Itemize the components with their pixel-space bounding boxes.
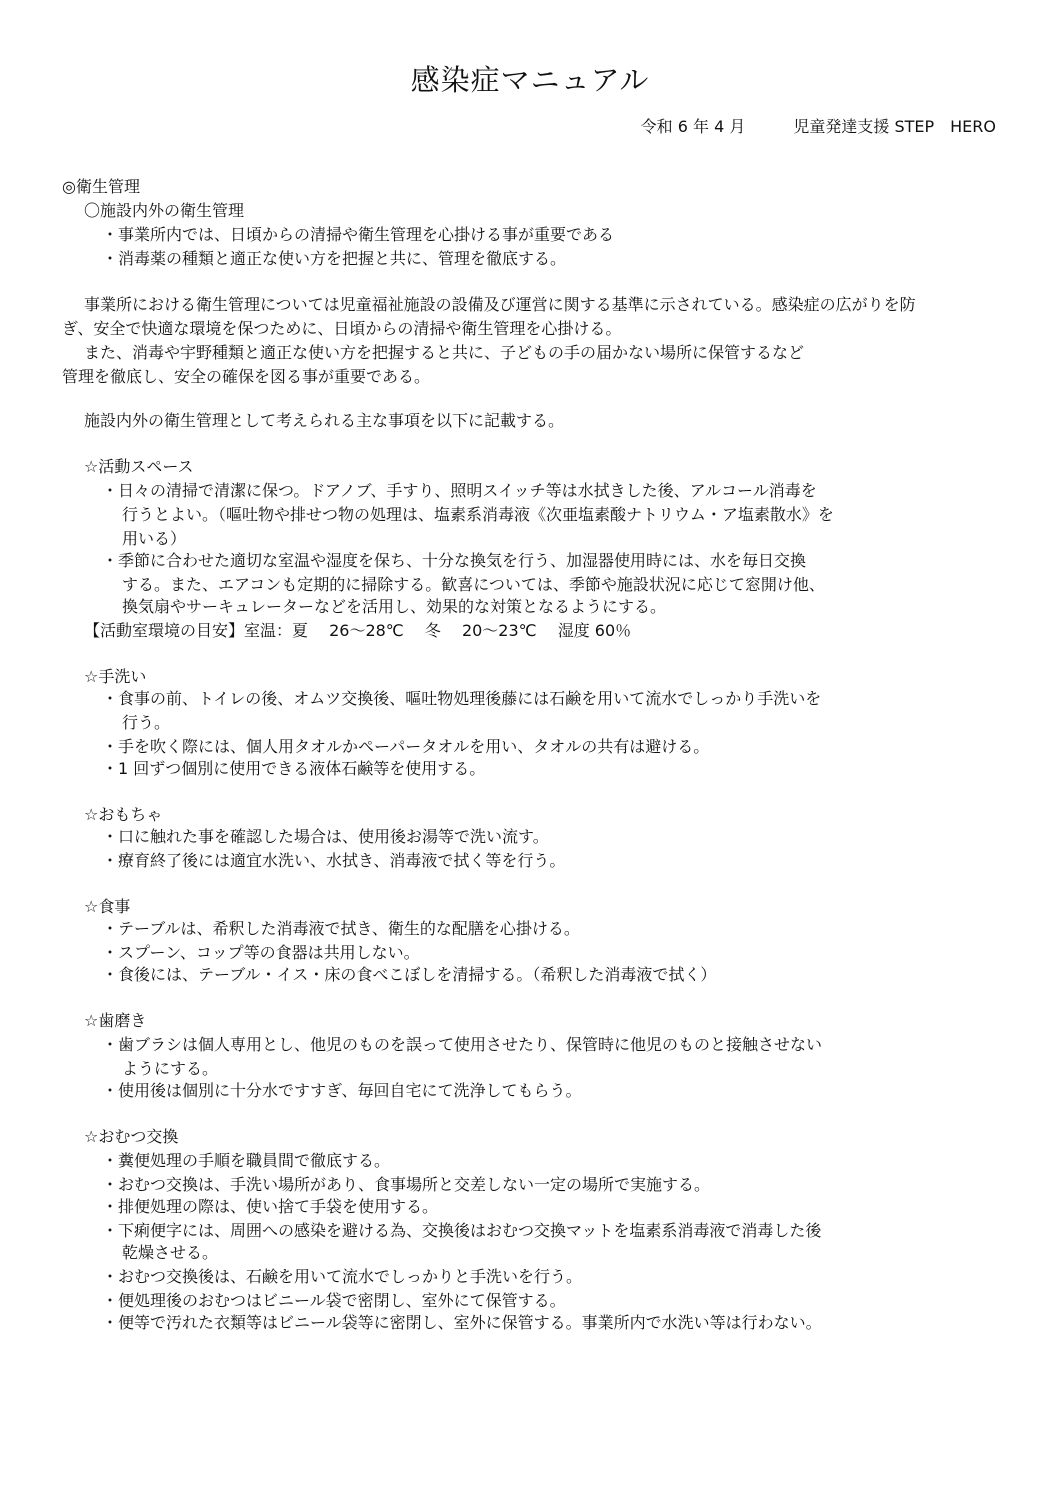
text-line: ・糞便処理の手順を職員間で徹底する。 xyxy=(102,1151,391,1170)
text-line: ☆活動スペース xyxy=(84,457,194,476)
document-meta: 令和 6 年 4 月 児童発達支援 STEP HERO xyxy=(640,117,996,136)
text-line: 行うとよい。（嘔吐物や排せつ物の処理は、塩素系消毒液《次亜塩素酸ナトリウム・ア塩素散水》を xyxy=(122,505,834,524)
text-line: 施設内外の衛生管理として考えられる主な事項を以下に記載する。 xyxy=(84,411,565,430)
text-line: 事業所における衛生管理については児童福祉施設の設備及び運営に関する基準に示されている。感染症の広がりを防 xyxy=(84,295,916,314)
text-line: ・おむつ交換後は、石鹸を用いて流水でしっかりと手洗いを行う。 xyxy=(102,1267,583,1286)
text-line: ・食後には、テーブル・イス・床の食べこぼしを清掃する。（希釈した消毒液で拭く） xyxy=(102,965,717,984)
text-line: 〇施設内外の衛生管理 xyxy=(84,201,245,220)
text-line: ・季節に合わせた適切な室温や湿度を保ち、十分な換気を行う、加湿器使用時には、水を毎日交換 xyxy=(102,551,807,570)
text-line: ・歯ブラシは個人専用とし、他児のものを誤って使用させたり、保管時に他児のものと接触させない xyxy=(102,1035,823,1054)
text-line: ・便処理後のおむつはビニール袋で密閉し、室外にて保管する。 xyxy=(102,1291,566,1310)
text-line: ・事業所内では、日頃からの清掃や衛生管理を心掛ける事が重要である xyxy=(102,225,615,244)
text-line: ぎ、安全で快適な環境を保つために、日頃からの清掃や衛生管理を心掛ける。 xyxy=(62,319,622,338)
text-line: ☆おむつ交換 xyxy=(84,1127,179,1146)
text-line: 用いる） xyxy=(122,529,187,548)
text-line: ◎衛生管理 xyxy=(62,177,140,196)
text-line: ようにする。 xyxy=(122,1059,219,1078)
text-line: ☆手洗い xyxy=(84,667,147,686)
text-line: 管理を徹底し、安全の確保を図る事が重要である。 xyxy=(62,367,431,386)
text-line: 換気扇やサーキュレーターなどを活用し、効果的な対策となるようにする。 xyxy=(122,597,667,616)
text-line: ・おむつ交換は、手洗い場所があり、食事場所と交差しない一定の場所で実施する。 xyxy=(102,1175,711,1194)
document-title: 感染症マニュアル xyxy=(410,63,650,97)
text-line: ☆おもちゃ xyxy=(84,805,163,824)
text-line: ・スプーン、コップ等の食器は共用しない。 xyxy=(102,943,420,962)
text-line: 【活動室環境の目安】室温：夏 26～28℃ 冬 20～23℃ 湿度 60％ xyxy=(84,621,632,640)
text-line: ・使用後は個別に十分水ですすぎ、毎回自宅にて洗浄してもらう。 xyxy=(102,1081,582,1100)
text-line: ・消毒薬の種類と適正な使い方を把握と共に、管理を徹底する。 xyxy=(102,249,567,268)
text-line: また、消毒や宇野種類と適正な使い方を把握すると共に、子どもの手の届かない場所に保管するなど xyxy=(84,343,805,362)
text-line: ☆歯磨き xyxy=(84,1011,147,1030)
text-line: ・便等で汚れた衣類等はビニール袋等に密閉し、室外に保管する。事業所内で水洗い等は行わない。 xyxy=(102,1313,822,1332)
text-line: 行う。 xyxy=(122,713,171,732)
text-line: ・1 回ずつ個別に使用できる液体石鹸等を使用する。 xyxy=(102,759,486,778)
text-line: 乾燥させる。 xyxy=(122,1243,219,1262)
text-line: ・日々の清掃で清潔に保つ。ドアノブ、手すり、照明スイッチ等は水拭きした後、アルコール消毒を xyxy=(102,481,817,500)
text-line: ・食事の前、トイレの後、オムツ交換後、嘔吐物処理後藤には石鹸を用いて流水でしっかり手洗いを xyxy=(102,689,822,708)
text-line: ・手を吹く際には、個人用タオルかペーパータオルを用い、タオルの共有は避ける。 xyxy=(102,737,710,756)
text-line: する。また、エアコンも定期的に掃除する。歓喜については、季節や施設状況に応じて窓開け他、 xyxy=(122,575,825,594)
text-line: ☆食事 xyxy=(84,897,131,916)
text-line: ・テーブルは、希釈した消毒液で拭き、衛生的な配膳を心掛ける。 xyxy=(102,919,580,938)
text-line: ・療育終了後には適宜水洗い、水拭き、消毒液で拭く等を行う。 xyxy=(102,851,566,870)
text-line: ・下痢便字には、周囲への感染を避ける為、交換後はおむつ交換マットを塩素系消毒液で消毒した後 xyxy=(102,1221,822,1240)
text-line: ・排便処理の際は、使い捨て手袋を使用する。 xyxy=(102,1197,439,1216)
text-line: ・口に触れた事を確認した場合は、使用後お湯等で洗い流す。 xyxy=(102,827,549,846)
